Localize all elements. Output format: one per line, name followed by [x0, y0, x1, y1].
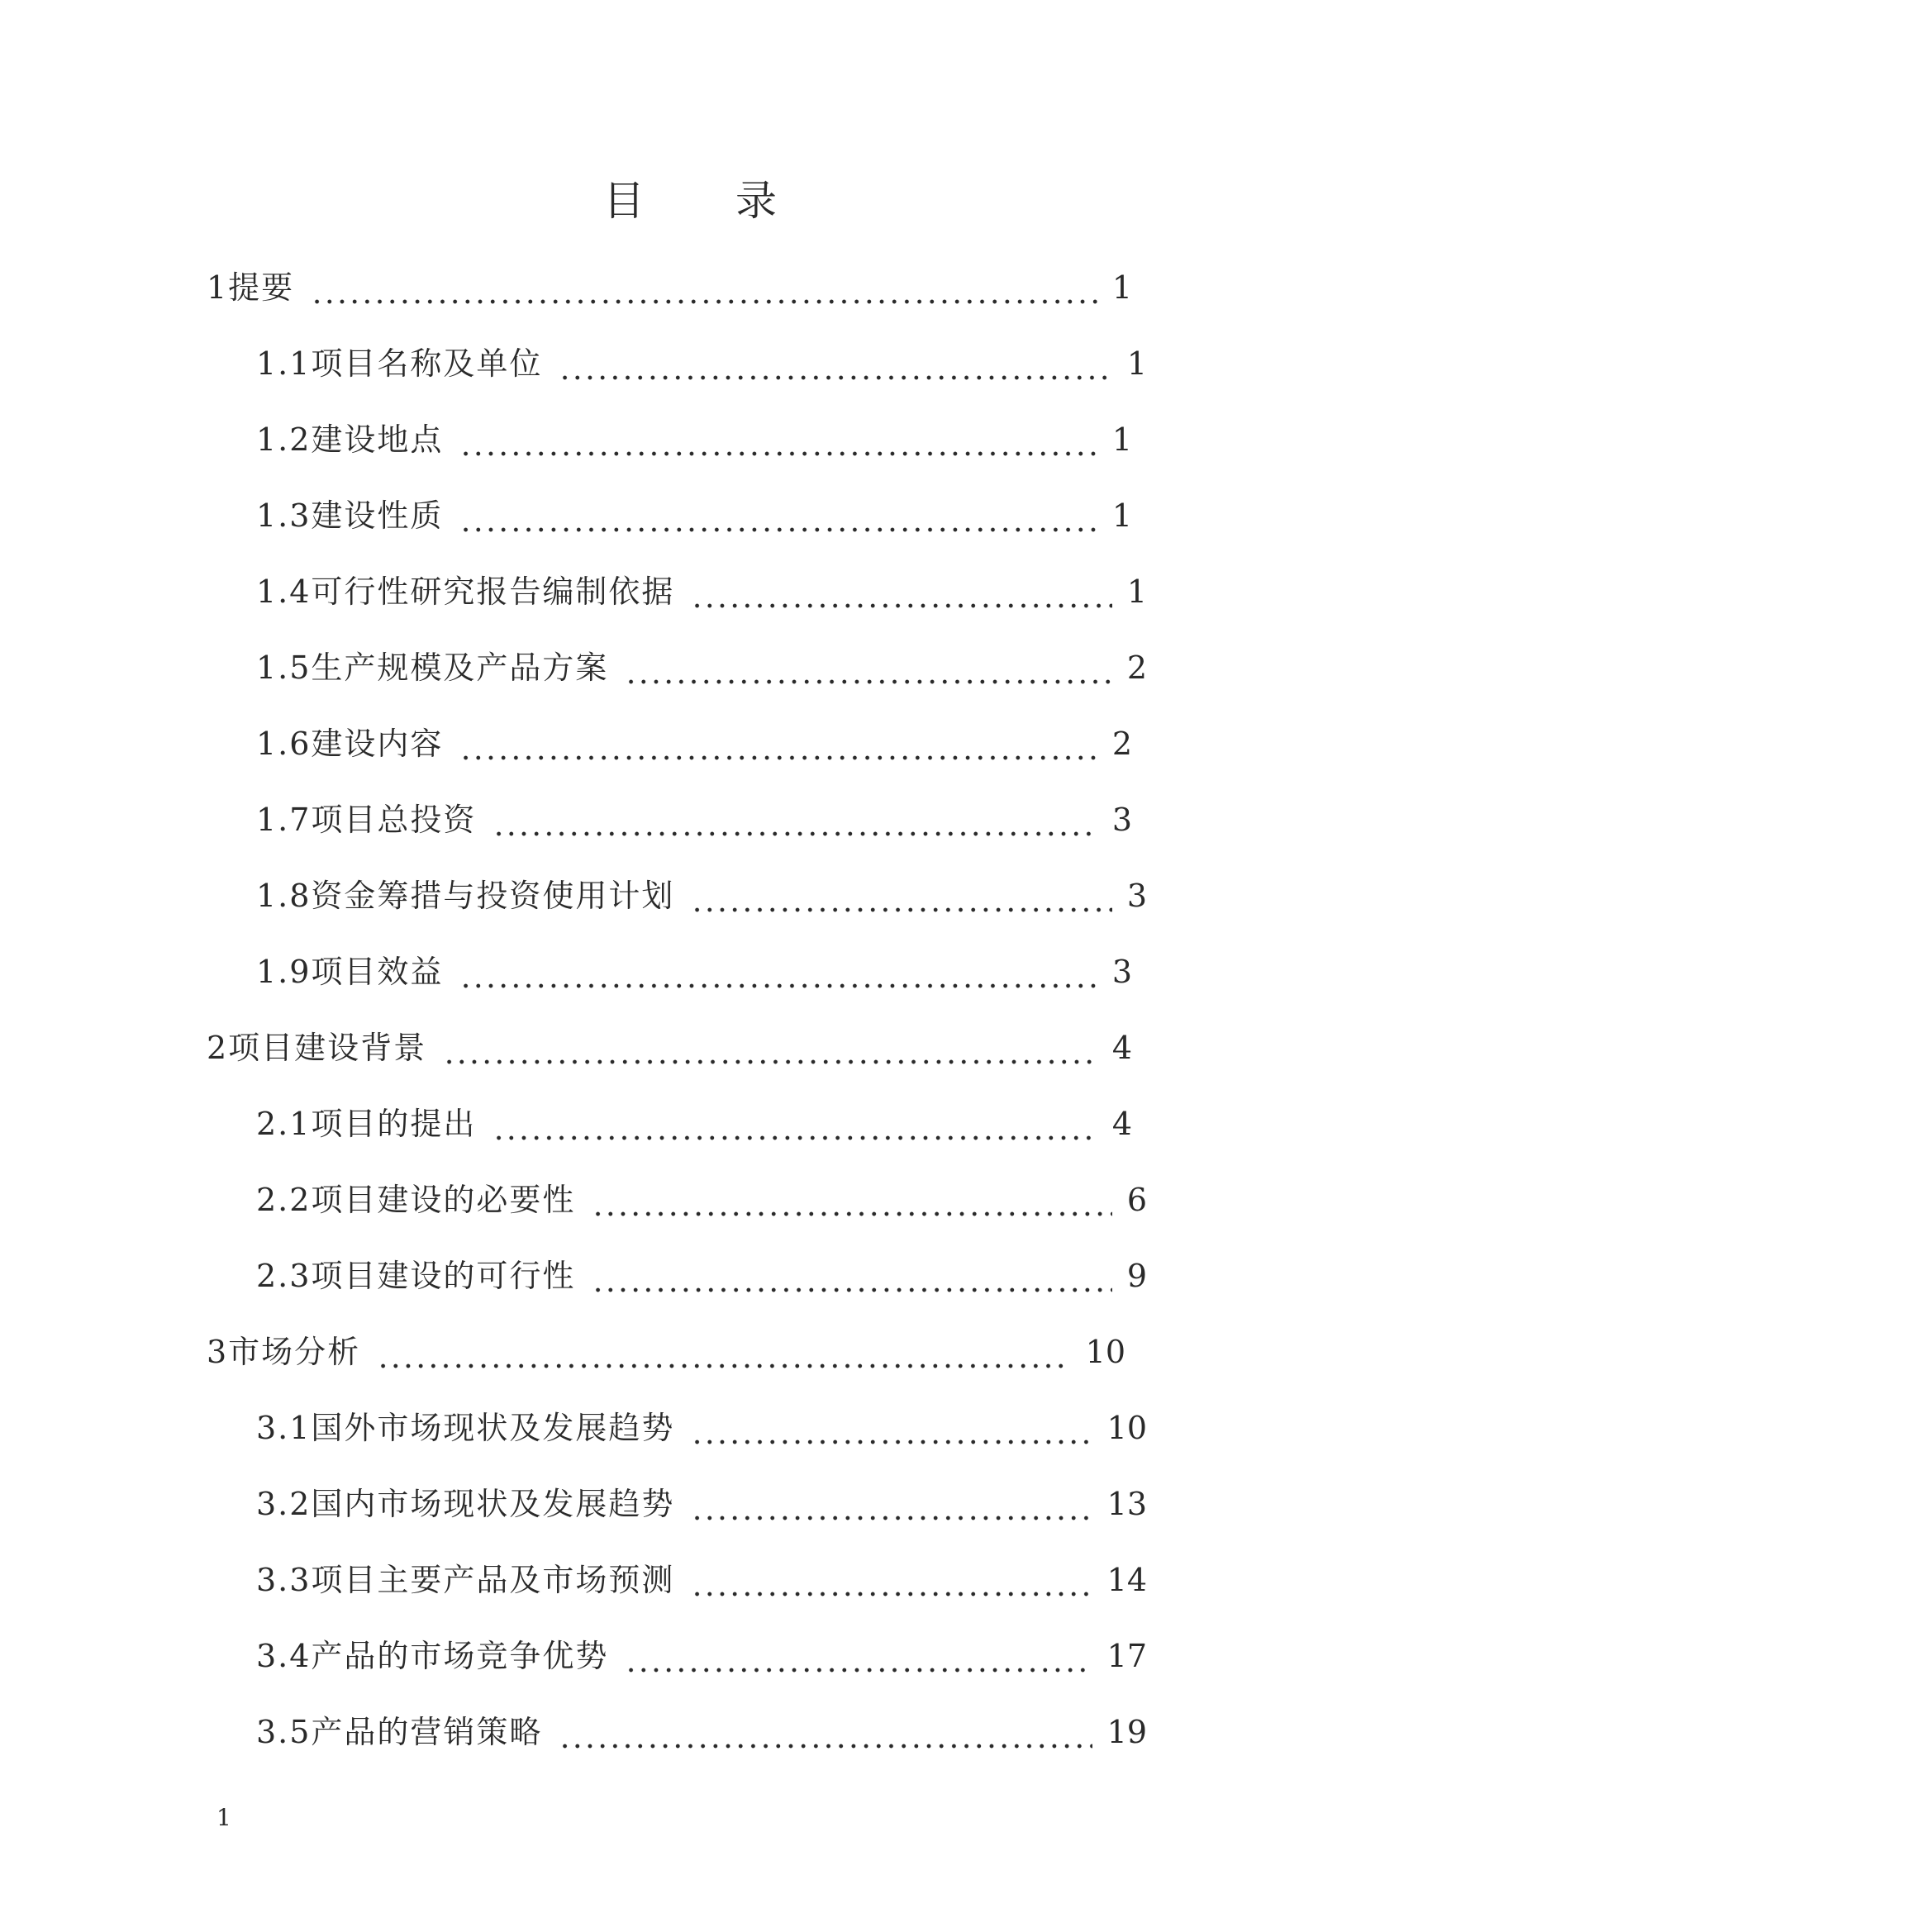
toc-entry-page: 2 [1126, 650, 1147, 686]
toc-entry-page: 6 [1126, 1182, 1147, 1218]
toc-entry-label: 2.3项目建设的可行性 [256, 1258, 576, 1294]
toc-leader-dots [493, 797, 1097, 843]
toc-entry-2-1[interactable] [256, 1101, 1132, 1147]
toc-entry-page: 9 [1126, 1258, 1147, 1294]
toc-entry-label: 1.2建设地点 [256, 421, 444, 458]
toc-leader-dots [459, 721, 1097, 767]
toc-entry-label: 2.1项目的提出 [256, 1106, 477, 1142]
toc-entry-3[interactable] [207, 1329, 1125, 1375]
toc-entry-label: 1.7项目总投资 [256, 802, 477, 838]
toc-entry-page: 3 [1111, 954, 1132, 990]
toc-leader-dots [311, 264, 1097, 311]
page-number: 1 [217, 1804, 231, 1831]
toc-entry-page: 17 [1106, 1638, 1147, 1674]
toc-leader-dots [691, 873, 1111, 919]
toc-entry-1-7[interactable] [256, 797, 1132, 843]
toc-entry-3-5[interactable] [256, 1709, 1147, 1755]
toc-entry-label: 1.6建设内容 [256, 726, 444, 762]
toc-entry-label: 3.2国内市场现状及发展趋势 [256, 1486, 675, 1522]
toc-leader-dots [592, 1177, 1111, 1223]
toc-leader-dots [625, 1633, 1092, 1679]
toc-entry-label: 2.2项目建设的必要性 [256, 1182, 576, 1218]
toc-entry-1-9[interactable] [256, 949, 1132, 995]
toc-entry-page: 14 [1106, 1562, 1147, 1598]
toc-entry-page: 1 [1126, 345, 1147, 382]
toc-entry-page: 10 [1106, 1410, 1147, 1446]
toc-entry-1-3[interactable] [256, 493, 1132, 539]
toc-leader-dots [377, 1329, 1070, 1375]
toc-entry-label: 1.3建设性质 [256, 497, 444, 534]
toc-entry-page: 1 [1111, 421, 1132, 458]
toc-entry-3-2[interactable] [256, 1481, 1147, 1527]
toc-leader-dots [559, 1709, 1092, 1755]
toc-entry-3-4[interactable] [256, 1633, 1147, 1679]
toc-entry-page: 19 [1106, 1714, 1147, 1750]
toc-entry-label: 3.4产品的市场竞争优势 [256, 1638, 609, 1674]
toc-title-char-1: 目 [603, 177, 645, 225]
toc-entry-1[interactable] [207, 264, 1132, 311]
toc-entry-page: 3 [1126, 878, 1147, 914]
toc-entry-label: 1提要 [207, 269, 295, 306]
toc-entry-label: 2项目建设背景 [207, 1030, 427, 1066]
toc-entry-page: 1 [1126, 573, 1147, 610]
toc-entry-page: 1 [1111, 269, 1132, 306]
toc-entry-label: 1.1项目名称及单位 [256, 345, 543, 382]
toc-entry-1-4[interactable] [256, 569, 1147, 615]
toc-leader-dots [459, 949, 1097, 995]
toc-entry-2-2[interactable] [256, 1177, 1147, 1223]
toc-entry-page: 4 [1111, 1030, 1132, 1066]
toc-entry-3-1[interactable] [256, 1405, 1147, 1451]
toc-leader-dots [592, 1253, 1111, 1299]
toc-leader-dots [691, 1405, 1092, 1451]
toc-entry-1-8[interactable] [256, 873, 1147, 919]
toc-entry-label: 1.9项目效益 [256, 954, 444, 990]
toc-leader-dots [691, 1557, 1092, 1603]
toc-entry-2[interactable] [207, 1025, 1132, 1071]
toc-leader-dots [443, 1025, 1097, 1071]
toc-entry-1-5[interactable] [256, 645, 1147, 691]
toc-entry-1-6[interactable] [256, 721, 1132, 767]
toc-entry-page: 10 [1085, 1334, 1125, 1370]
toc-leader-dots [493, 1101, 1097, 1147]
toc-leader-dots [625, 645, 1111, 691]
toc-entry-label: 1.5生产规模及产品方案 [256, 650, 609, 686]
toc-entry-page: 3 [1111, 802, 1132, 838]
toc-title-char-2: 录 [735, 177, 777, 225]
toc-entry-3-3[interactable] [256, 1557, 1147, 1603]
toc-entry-1-1[interactable] [256, 340, 1147, 387]
toc-entry-label: 3.1国外市场现状及发展趋势 [256, 1410, 675, 1446]
toc-entry-label: 3市场分析 [207, 1334, 361, 1370]
toc-leader-dots [691, 1481, 1092, 1527]
toc-entry-page: 2 [1111, 726, 1132, 762]
toc-leader-dots [559, 340, 1111, 387]
toc-leader-dots [459, 493, 1097, 539]
toc-leader-dots [691, 569, 1111, 615]
toc-entry-label: 3.5产品的营销策略 [256, 1714, 543, 1750]
toc-leader-dots [459, 416, 1097, 463]
toc-entry-page: 1 [1111, 497, 1132, 534]
toc-entry-2-3[interactable] [256, 1253, 1147, 1299]
toc-entry-label: 1.8资金筹措与投资使用计划 [256, 878, 675, 914]
toc-entry-1-2[interactable] [256, 416, 1132, 463]
toc-entry-page: 4 [1111, 1106, 1132, 1142]
toc-entry-page: 13 [1106, 1486, 1147, 1522]
toc-entry-label: 3.3项目主要产品及市场预测 [256, 1562, 675, 1598]
toc-entry-label: 1.4可行性研究报告编制依据 [256, 573, 675, 610]
